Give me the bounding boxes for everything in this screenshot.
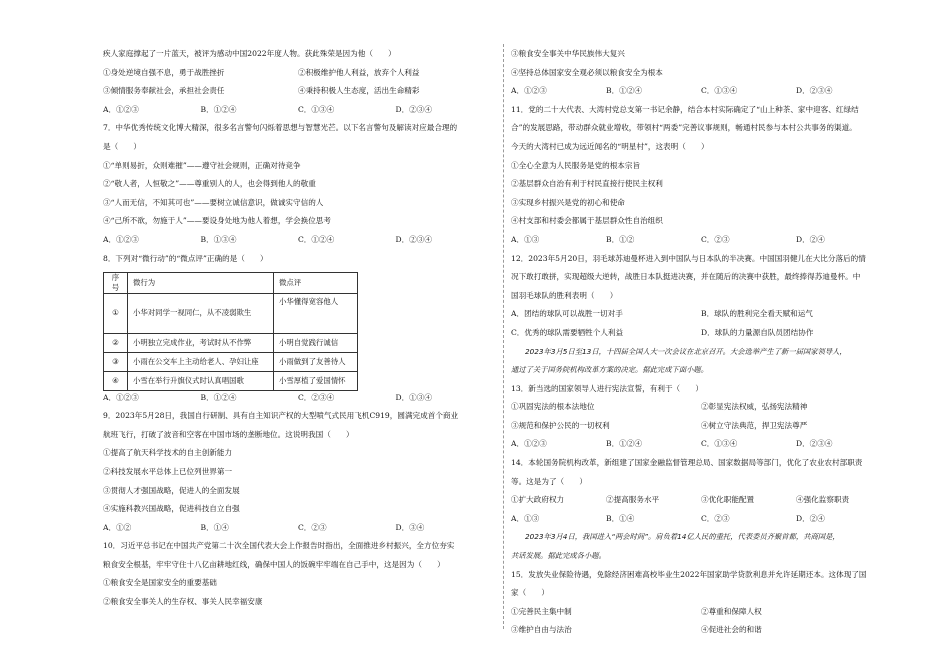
table-row bbox=[104, 293, 358, 333]
table-cell: 小明自觉践行诚信 bbox=[274, 333, 358, 352]
table-cell: 小雪在举行升旗仪式时认真唱国歌 bbox=[128, 371, 274, 390]
option-c: C．①③④ bbox=[701, 86, 738, 96]
q13-statement-row bbox=[511, 421, 891, 431]
statement: ②提高服务水平 bbox=[606, 495, 660, 505]
q10-stem: 粮食安全根基，牢牢守住十八亿亩耕地红线，确保中国人的饭碗牢牢端在自己手中，这是因为（ ） bbox=[103, 559, 445, 569]
q9-statement: ③贯彻人才强国战略，促进人的全面发展 bbox=[103, 485, 240, 495]
statement: ①扩大政府权力 bbox=[511, 495, 565, 505]
q9-stem: 航班飞行，打破了波音和空客在中国市场的垄断地位。这说明我国（ ） bbox=[103, 429, 354, 439]
option-d: D．②③④ bbox=[395, 104, 432, 114]
option-a: A．①③ bbox=[511, 513, 540, 523]
option-d: D．②④ bbox=[796, 513, 825, 523]
table-header-row bbox=[104, 272, 358, 293]
option-b: B．①②④ bbox=[200, 392, 237, 402]
q7-stem: 7．中华优秀传统文化博大精深，很多名言警句闪烁着思想与智慧光芒。以下名言警句及解读对应最合理的 bbox=[103, 123, 458, 133]
q9-statement: ④实施科教兴国战略，促进科技自立自强 bbox=[103, 504, 240, 514]
q15-statement-row bbox=[511, 607, 891, 617]
material-1 bbox=[511, 347, 891, 376]
q13-statement-row bbox=[511, 402, 891, 412]
q7-options bbox=[103, 235, 493, 245]
option-c: C．②③④ bbox=[298, 392, 335, 402]
q6-options bbox=[103, 105, 493, 115]
q8-options bbox=[103, 393, 493, 403]
q14-options bbox=[511, 514, 891, 524]
statement: ①巩固宪法的根本法地位 bbox=[511, 402, 595, 412]
q12-stem: 12．2023年5月20日，羽毛球苏迪曼杯进入到中国队与日本队的半决赛。中国国羽健儿在大比分落后的情 bbox=[511, 253, 866, 263]
question-15 bbox=[511, 570, 891, 636]
option-c: C．②③ bbox=[701, 513, 730, 523]
table-cell: 小雪厚植了爱国情怀 bbox=[274, 371, 358, 390]
right-column bbox=[511, 49, 891, 635]
option-a: A．①②③ bbox=[103, 104, 139, 114]
option-c: C．②③ bbox=[701, 234, 730, 244]
option-d: D．②④ bbox=[796, 234, 825, 244]
left-column bbox=[103, 49, 493, 607]
question-11 bbox=[511, 105, 891, 245]
option-c: C．①③④ bbox=[298, 104, 335, 114]
table-cell: 小雨做到了友善待人 bbox=[274, 352, 358, 371]
option-d: D．②③④ bbox=[796, 86, 833, 96]
option-a: A．团结的球队可以战胜一切对手 bbox=[511, 309, 623, 319]
statement: ④强化监察职责 bbox=[796, 495, 850, 505]
q11-stem: 11．党的二十大代表、大湾村党总支第一书记余静，结合本村实际确定了“山上种茶、家中迎客、红绿结 bbox=[511, 104, 859, 114]
option-c: C．优秀的球队需要牺牲个人利益 bbox=[511, 327, 624, 337]
q14-statements bbox=[511, 495, 891, 505]
header-cell: 序号 bbox=[104, 272, 128, 293]
q15-stem: 家（ ） bbox=[511, 588, 549, 598]
table-cell: 小华懂得宽容他人 bbox=[274, 293, 358, 333]
option-b: B．球队的胜利完全看天赋和运气 bbox=[701, 309, 813, 319]
option-a: A．①② bbox=[103, 522, 132, 532]
table-cell: 小雨在公交车上主动给老人、孕妇让座 bbox=[128, 352, 274, 371]
q6-statement-row bbox=[103, 86, 493, 96]
q12-options-row bbox=[511, 309, 891, 319]
option-c: C．①③④ bbox=[701, 439, 738, 449]
q9-stem: 9．2023年5月28日，我国自行研制、具有自主知识产权的大型喷气式民用飞机C919，圆满完成首个商业 bbox=[103, 411, 459, 421]
q12-stem: 国羽毛球队的胜利表明（ ） bbox=[511, 290, 618, 300]
option-a: A．①②③ bbox=[103, 234, 139, 244]
q9-options bbox=[103, 523, 493, 533]
question-10 bbox=[103, 541, 493, 607]
statement: ④树立守法典范，捍卫宪法尊严 bbox=[701, 420, 808, 430]
material-text: 通过了关于国务院机构改革方案的决定。据此完成下面小题。 bbox=[511, 365, 709, 375]
table-row bbox=[104, 371, 358, 390]
q8-table bbox=[103, 272, 358, 391]
q14-stem: 14．本轮国务院机构改革，新组建了国家金融监督管理总局、国家数据局等部门，优化了农业农村部职责 bbox=[511, 458, 863, 468]
question-8 bbox=[103, 254, 493, 403]
q11-options bbox=[511, 235, 891, 245]
q8-stem: 8．下列对“微行动”的“微点评”正确的是（ ） bbox=[103, 253, 268, 263]
q13-stem: 13．新当选的国家领导人进行宪法宣誓，有利于（ ） bbox=[511, 383, 703, 393]
q10-statement: ②粮食安全事关人的生存权、事关人民幸福安康 bbox=[103, 597, 263, 607]
q9-statement: ②科技发展水平总体上已位列世界第一 bbox=[103, 466, 233, 476]
q10-statement: ④坚持总体国家安全观必须以粮食安全为根本 bbox=[511, 67, 663, 77]
question-13 bbox=[511, 384, 891, 450]
statement: ②尊重和保障人权 bbox=[701, 606, 762, 616]
table-cell: ① bbox=[104, 293, 128, 333]
table-cell: ② bbox=[104, 333, 128, 352]
q10-statement: ③粮食安全事关中华民族伟大复兴 bbox=[511, 49, 625, 58]
option-c: C．②③ bbox=[298, 522, 327, 532]
statement: ②彰显宪法权威，弘扬宪法精神 bbox=[701, 402, 808, 412]
statement: ③规范和保护公民的一切权利 bbox=[511, 420, 610, 430]
question-14 bbox=[511, 458, 891, 524]
statement: ①完善民主集中制 bbox=[511, 606, 572, 616]
statement: ③维护自由与法治 bbox=[511, 625, 572, 635]
statement: ③倾情服务奉献社会，承担社会责任 bbox=[103, 86, 225, 96]
statement: ①身处逆境自强不息，勇于战胜挫折 bbox=[103, 67, 225, 77]
q11-stem: 合”的发展思路，带动群众就业增收，带领村“两委”完善议事规则，畅通村民参与本村公共事务的渠道。 bbox=[511, 123, 857, 133]
question-9 bbox=[103, 411, 493, 533]
option-d: D．球队的力量源自队员团结协作 bbox=[701, 327, 814, 337]
option-d: D．②③④ bbox=[395, 234, 432, 244]
option-b: B．①②④ bbox=[606, 86, 642, 96]
question-7 bbox=[103, 123, 493, 245]
q6-statement-row bbox=[103, 68, 493, 78]
table-cell: 小明独立完成作业，考试时从不作弊 bbox=[128, 333, 274, 352]
table-row bbox=[104, 352, 358, 371]
option-b: B．①②④ bbox=[606, 439, 642, 449]
material-2 bbox=[511, 532, 891, 561]
question-6 bbox=[103, 49, 493, 115]
q7-statement: ②“敬人者，人恒敬之”——尊重别人的人，也会得到他人的敬重 bbox=[103, 179, 316, 189]
material-text: 共话发展。据此完成各小题。 bbox=[511, 551, 606, 561]
q10-stem: 10．习近平总书记在中国共产党第二十次全国代表大会上作报告时指出，全面推进乡村振兴，全方位夯实 bbox=[103, 541, 455, 551]
material-text: 2023年3月4日，我国进入“两会时间”。肩负着14亿人民的重托，代表委员齐聚首都，共商国是， bbox=[525, 532, 840, 542]
table-row bbox=[104, 333, 358, 352]
option-d: D．①③④ bbox=[395, 392, 432, 402]
q15-stem: 15．发放失业保险待遇，免除经济困难高校毕业生2022年国家助学贷款利息并允许延期还本。这体现了国 bbox=[511, 569, 867, 579]
column-divider bbox=[503, 44, 504, 629]
q7-statement: ④“己所不欲，勿施于人”——要设身处地为他人着想，学会换位思考 bbox=[103, 216, 331, 226]
q7-stem: 是（ ） bbox=[103, 141, 141, 151]
option-b: B．①④ bbox=[200, 522, 229, 532]
q15-statement-row bbox=[511, 625, 891, 635]
statement: ④秉持积极人生态度，活出生命精彩 bbox=[298, 86, 420, 96]
q6-text: 疾人家庭撑起了一片蓝天，被评为感动中国2022年度人物。获此殊荣是因为他（ ） bbox=[103, 49, 396, 58]
table-cell: ③ bbox=[104, 352, 128, 371]
option-a: A．①②③ bbox=[511, 86, 547, 96]
header-cell: 微点评 bbox=[274, 272, 358, 293]
q7-statement: ③“人而无信，不知其可也”——要树立诚信意识，做诚实守信的人 bbox=[103, 197, 324, 207]
option-c: C．①②④ bbox=[298, 234, 335, 244]
statement: ②积极维护他人利益，放弃个人利益 bbox=[298, 67, 420, 77]
table-cell: ④ bbox=[104, 371, 128, 390]
statement: ④促进社会的和谐 bbox=[701, 625, 762, 635]
q10-options bbox=[511, 86, 891, 96]
q7-statement: ①“单则易折，众则难摧”——遵守社会规则，正确对待竞争 bbox=[103, 160, 301, 170]
option-a: A．①②③ bbox=[103, 392, 139, 402]
option-a: A．①②③ bbox=[511, 439, 547, 449]
statement: ③优化职能配置 bbox=[701, 495, 755, 505]
option-b: B．①② bbox=[606, 234, 635, 244]
q12-options-row bbox=[511, 328, 891, 338]
option-b: B．①②④ bbox=[200, 104, 237, 114]
q10-statement: ①粮食安全是国家安全的重要基础 bbox=[103, 578, 217, 588]
q11-statement: ③实现乡村振兴是党的初心和使命 bbox=[511, 197, 625, 207]
question-10-continued bbox=[511, 49, 891, 96]
q14-stem: 等。这是为了（ ） bbox=[511, 476, 587, 486]
q11-statement: ①全心全意为人民服务是党的根本宗旨 bbox=[511, 160, 641, 170]
option-d: D．②③④ bbox=[796, 439, 833, 449]
header-cell: 微行为 bbox=[128, 272, 274, 293]
material-text: 2023年3月5日至13日，十四届全国人大一次会议在北京召开。大会选举产生了新一届国家领导人， bbox=[525, 346, 847, 356]
q11-stem: 今天的大湾村已成为远近闻名的“明星村”，这表明（ ） bbox=[511, 141, 709, 151]
q12-stem: 况下敢打敢拼，实现超级大逆转，战胜日本队挺进决赛，并在随后的决赛中获胜，最终捧得苏迪曼杯。中 bbox=[511, 272, 861, 282]
option-d: D．③④ bbox=[395, 522, 425, 532]
option-b: B．①④ bbox=[606, 513, 635, 523]
option-b: B．①③④ bbox=[200, 234, 237, 244]
q11-statement: ②基层群众自治有利于村民直接行使民主权利 bbox=[511, 179, 663, 189]
option-a: A．①③ bbox=[511, 234, 540, 244]
q11-statement: ④村支部和村委会都属于基层群众性自治组织 bbox=[511, 216, 663, 226]
table-cell: 小华对同学一视同仁，从不凌弱欺生 bbox=[128, 293, 274, 333]
q13-options bbox=[511, 439, 891, 449]
q9-statement: ①提高了航天科学技术的自主创新能力 bbox=[103, 448, 233, 458]
question-12 bbox=[511, 254, 891, 338]
